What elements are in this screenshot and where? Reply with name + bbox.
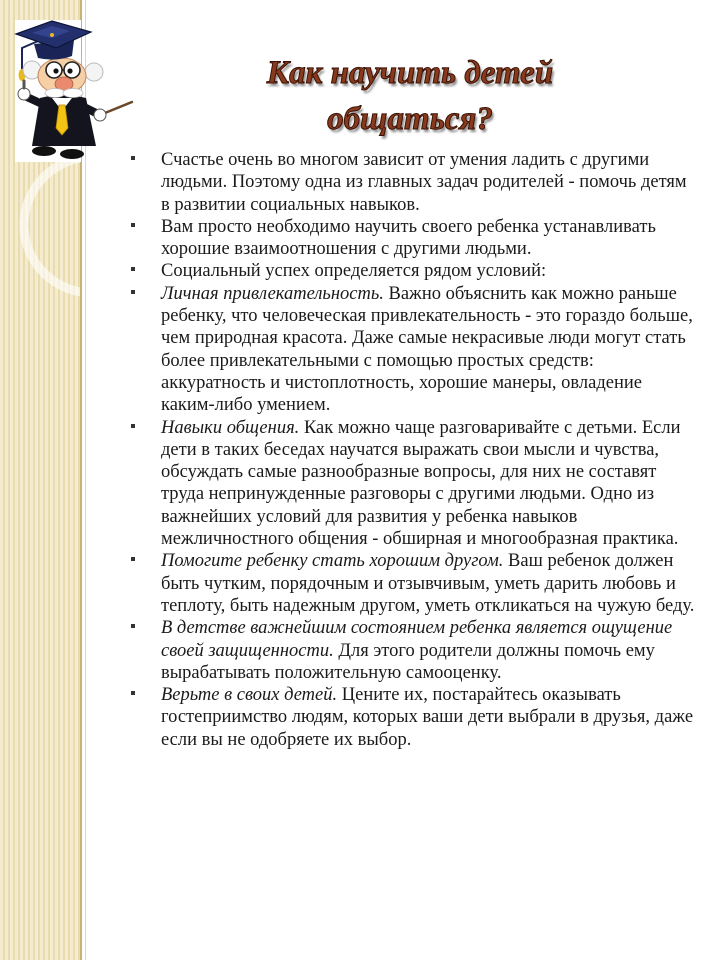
- mortarboard-cap: [16, 21, 91, 60]
- bullet-marker: [131, 267, 135, 271]
- bullet-lead-text: Личная привлекательность.: [161, 283, 384, 304]
- bullet-item: [128, 216, 697, 261]
- bullet-item: [128, 550, 697, 617]
- bullet-list: [128, 149, 697, 751]
- bullet-lead-text: В детстве важнейшим состоянием ребенка является ощущение своей защищенности.: [161, 618, 673, 661]
- shoes: [32, 146, 84, 159]
- bullet-lead-text: Верьте в своих детей.: [161, 685, 338, 706]
- bullet-item: [128, 149, 697, 216]
- slide-title: [180, 50, 640, 142]
- bullet-lead-text: Помогите ребенку стать хорошим другом.: [161, 551, 504, 572]
- bullet-item: [128, 684, 697, 751]
- bullet-text: Как можно чаще разговаривайте с детьми. Если дети в таких беседах научатся выражать свои мысли и чувства, обсуждать самые разнообразные вопросы, для них не составят труда непринужденные разговоры с другими людьми. Одно из важнейших условий для развития у ребенка навыков межличностного общения - обширная и многообразная практика.: [161, 417, 681, 550]
- bullet-item: [128, 617, 697, 684]
- bullet-item: [128, 417, 697, 551]
- slide-title-line1: Как научить детей: [266, 55, 554, 91]
- bullet-marker: [131, 156, 135, 160]
- bullet-text: Социальный успех определяется рядом условий:: [161, 261, 547, 282]
- bullet-marker: [131, 223, 135, 227]
- professor-mascot-icon: [12, 18, 137, 163]
- bullet-text: Цените их, постарайтесь оказывать гостеприимство людям, которых ваши дети выбрали в друзья, даже если вы не одобряете их выбор.: [161, 685, 694, 750]
- bullet-text: Важно объяснить как можно раньше ребенку, что человеческая привлекательность - это гораздо больше, чем природная красота. Даже самые некрасивые люди могут стать более привлекательными с помощью простых средств: аккуратность и чистоплотность, хорошие манеры, овладение каким-либо умением.: [161, 283, 693, 416]
- left-arm: [18, 81, 42, 104]
- bullet-item: [128, 260, 697, 282]
- bullet-marker: [131, 557, 135, 561]
- bullet-lead-text: Навыки общения.: [161, 417, 300, 438]
- slide-title-line2: общаться?: [327, 101, 493, 137]
- bullet-marker: [131, 290, 135, 294]
- bullet-marker: [131, 691, 135, 695]
- bullet-marker: [131, 624, 135, 628]
- bullet-item: [128, 283, 697, 417]
- bullet-text: Ваш ребенок должен быть чутким, порядочным и отзывчивым, уметь дарить любовь и теплоту, быть надежным другом, уметь откликаться на чужую беду.: [161, 551, 695, 616]
- bullet-text: Для этого родители должны помочь ему вырабатывать положительную самооценку.: [161, 640, 655, 683]
- right-arm: [86, 102, 132, 121]
- bullet-text: Вам просто необходимо научить своего ребенка устанавливать хорошие взаимоотношения с другими людьми.: [161, 216, 656, 260]
- bullet-text: Счастье очень во многом зависит от умения ладить с другими людьми. Поэтому одна из главных задач родителей - помочь детям в развитии социальных навыков.: [161, 150, 687, 215]
- bullet-marker: [131, 424, 135, 428]
